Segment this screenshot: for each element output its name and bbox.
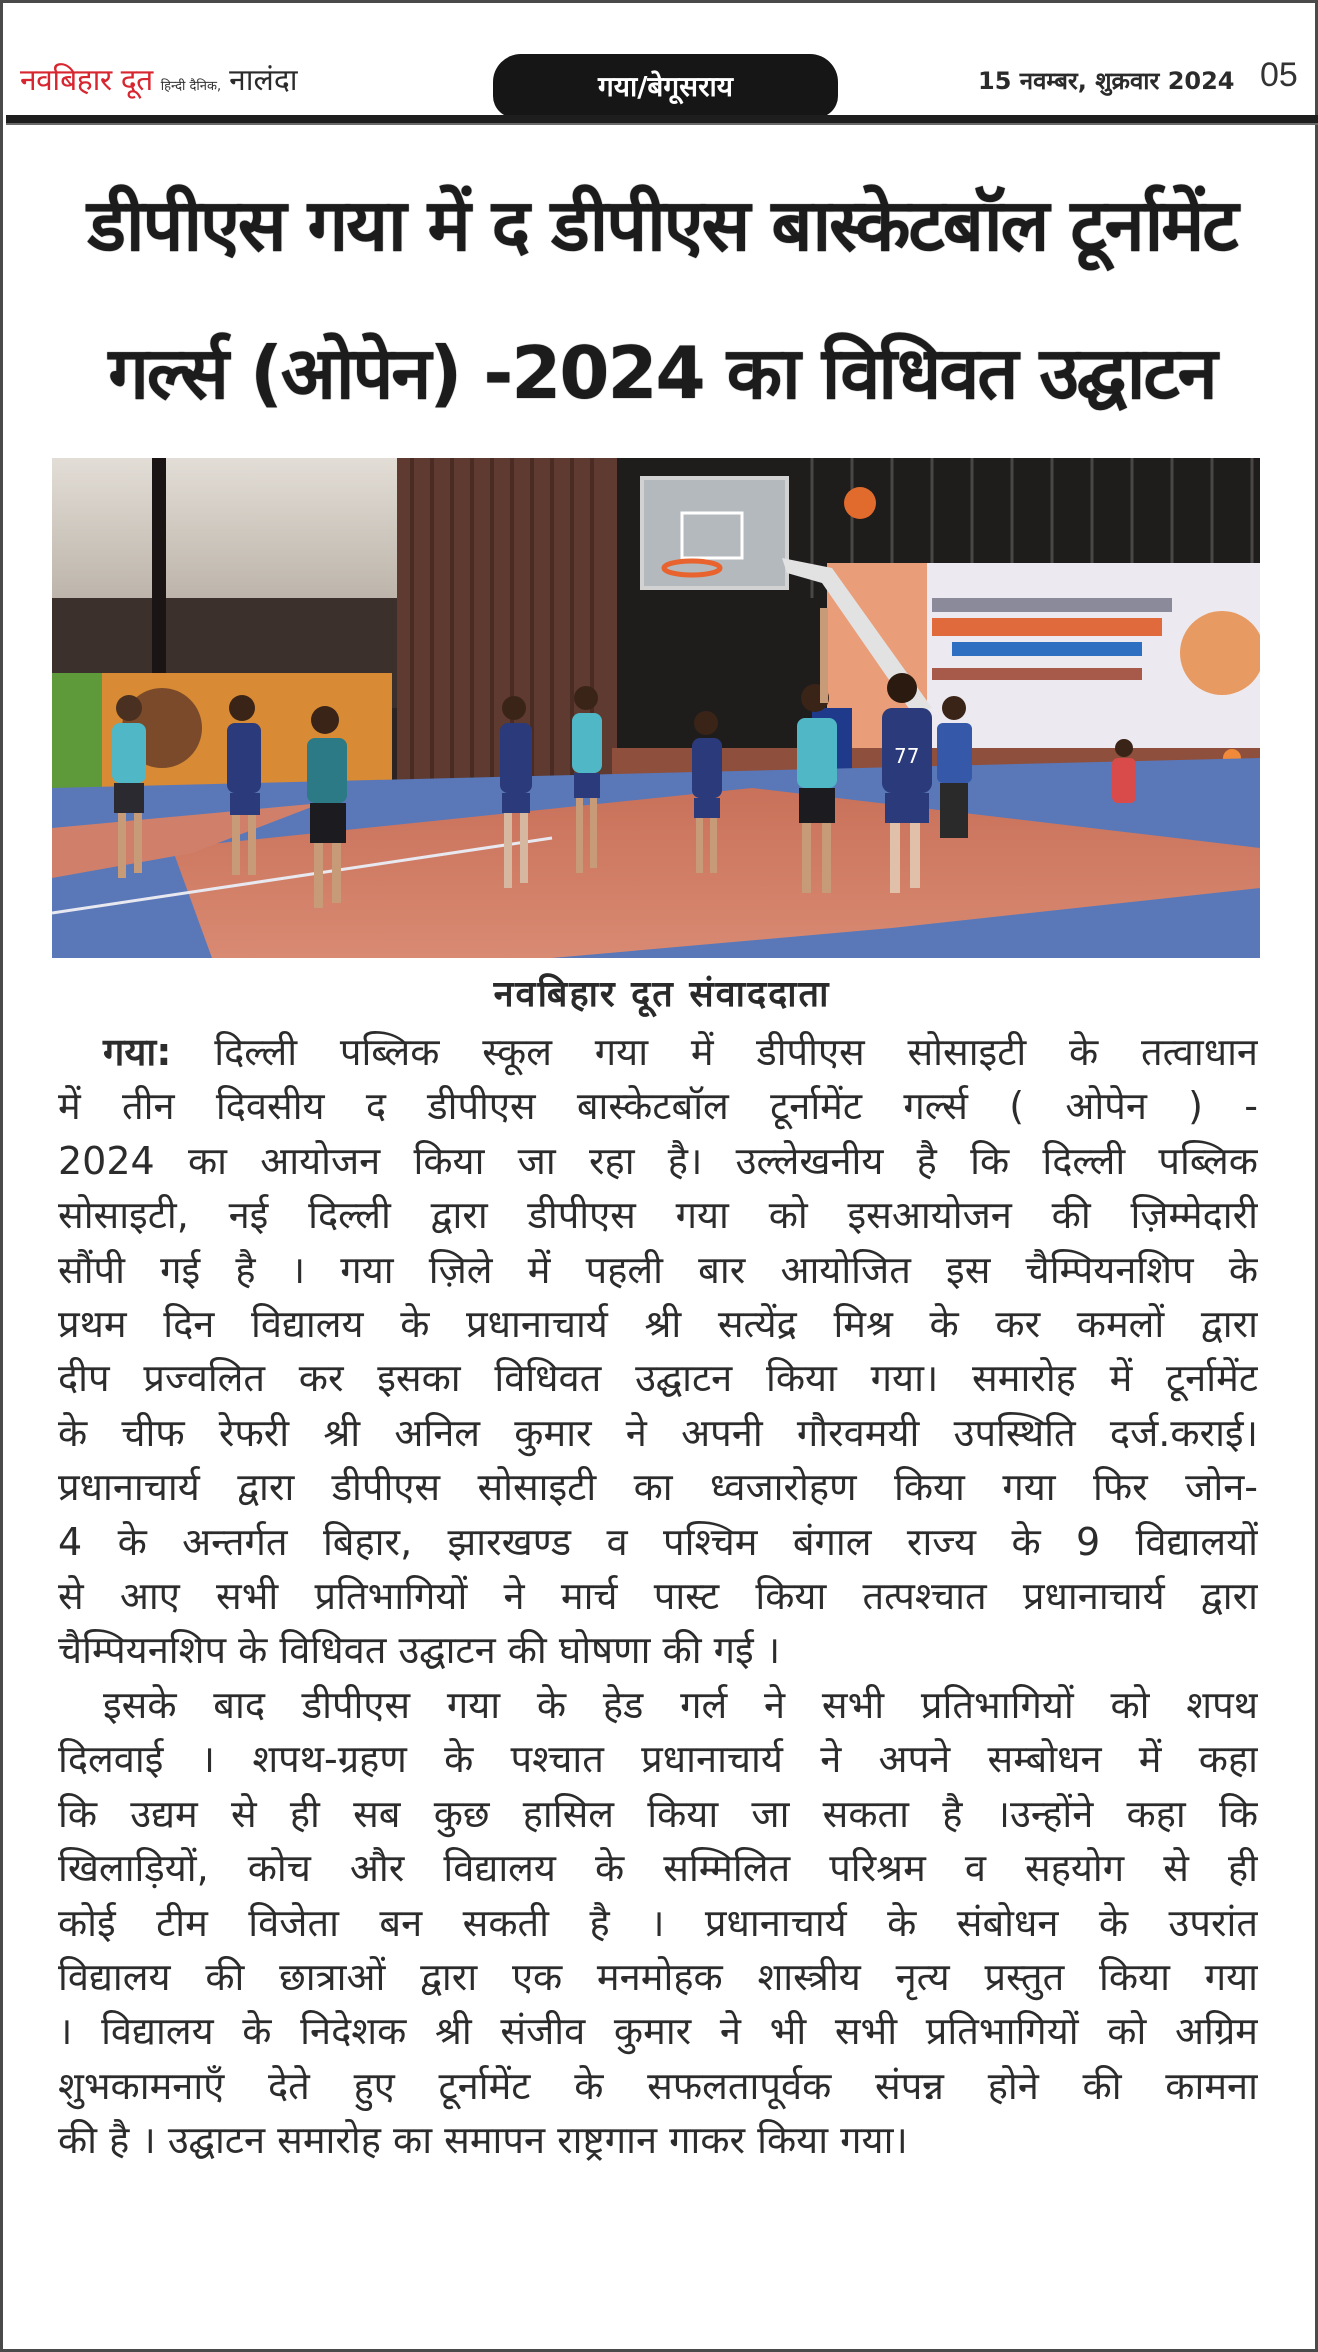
masthead [6, 6, 1318, 124]
edition-name: नालंदा [229, 63, 298, 98]
article-line: 2024 का आयोजन किया जा रहा है। उल्लेखनीय है कि दिल्ली पब्लिक [58, 1138, 1258, 1183]
issue-date: 15 नवम्बर, शुक्रवार 2024 [978, 67, 1235, 95]
article-line: दिलवाई । शपथ-ग्रहण के पश्चात प्रधानाचार्य ने अपने सम्बोधन में कहा [58, 1737, 1258, 1782]
article-line: के चीफ रेफरी श्री अनिल कुमार ने अपनी गौरवमयी उपस्थिति दर्ज.कराई। [58, 1410, 1258, 1455]
article-line: विद्यालय की छात्राओं द्वारा एक मनमोहक शास्त्रीय नृत्य प्रस्तुत किया गया [58, 1954, 1258, 1999]
article-line: चैम्पियनशिप के विधिवत उद्घाटन की घोषणा की गई । [58, 1628, 781, 1673]
article-line: की है । उद्घाटन समारोह का समापन राष्ट्रगान गाकर किया गया। [58, 2118, 908, 2163]
article-dateline: गया: [103, 1030, 172, 1074]
newspaper-name: नवबिहार दूत [20, 63, 153, 98]
article-text: दिल्ली पब्लिक स्कूल गया में डीपीएस सोसाइटी के तत्वाधान [171, 1030, 1258, 1074]
article-line: सोसाइटी, नई दिल्ली द्वारा डीपीएस गया को इसआयोजन की ज़िम्मेदारी [58, 1193, 1258, 1238]
article-line: दीप प्रज्वलित कर इसका विधिवत उद्घाटन किया गया। समारोह में टूर्नामेंट [58, 1356, 1258, 1401]
article-line: से आए सभी प्रतिभागियों ने मार्च पास्ट किया तत्पश्चात प्रधानाचार्य द्वारा [58, 1574, 1258, 1619]
article-line: कि उद्यम से ही सब कुछ हासिल किया जा सकता है ।उन्होंने कहा कि [58, 1791, 1258, 1836]
article-line: इसके बाद डीपीएस गया के हेड गर्ल ने सभी प्रतिभागियों को शपथ [103, 1682, 1258, 1727]
brand [20, 58, 298, 99]
article-line: खिलाड़ियों, कोच और विद्यालय के सम्मिलित परिश्रम व सहयोग से ही [58, 1846, 1258, 1891]
article-line: प्रधानाचार्य द्वारा डीपीएस सोसाइटी का ध्वजारोहण किया गया फिर जोन- [58, 1465, 1258, 1510]
headline-line: डीपीएस गया में द डीपीएस बास्केटबॉल टूर्नामेंट [87, 183, 1237, 267]
article-line: प्रथम दिन विद्यालय के प्रधानाचार्य श्री सत्येंद्र मिश्र के कर कमलों द्वारा [58, 1302, 1258, 1347]
article-line: 4 के अन्तर्गत बिहार, झारखण्ड व पश्चिम बंगाल राज्य के 9 विद्यालयों [58, 1519, 1258, 1564]
section-label: गया/बेगूसराय [493, 54, 838, 118]
headline [23, 151, 1301, 447]
article-line: । विद्यालय के निदेशक श्री संजीव कुमार ने भी सभी प्रतिभागियों को अग्रिम [58, 2009, 1258, 2054]
article-line [58, 1025, 1258, 1079]
article-line: कोई टीम विजेता बन सकती है । प्रधानाचार्य के संबोधन के उपरांत [58, 1900, 1258, 1945]
headline-line: गर्ल्स (ओपेन) -2024 का विधिवत उद्घाटन [108, 331, 1216, 415]
basketball-match-image [52, 458, 1260, 958]
article-line: में तीन दिवसीय द डीपीएस बास्केटबॉल टूर्नामेंट गर्ल्स ( ओपेन ) - [58, 1084, 1258, 1129]
article-body [58, 1025, 1258, 2168]
article-photo [52, 458, 1260, 958]
masthead-divider [6, 115, 1318, 125]
page-number: 05 [1260, 56, 1298, 94]
newspaper-tagline: हिन्दी दैनिक, [160, 79, 222, 94]
byline: नवबिहार दूत संवाददाता [493, 974, 831, 1015]
jersey-number: 77 [894, 744, 920, 768]
article-line: सौंपी गई है । गया ज़िले में पहली बार आयोजित इस चैम्पियनशिप के [58, 1247, 1258, 1292]
article-line: शुभकामनाएँ देते हुए टूर्नामेंट के सफलतापूर्वक संपन्न होने की कामना [58, 2063, 1258, 2108]
